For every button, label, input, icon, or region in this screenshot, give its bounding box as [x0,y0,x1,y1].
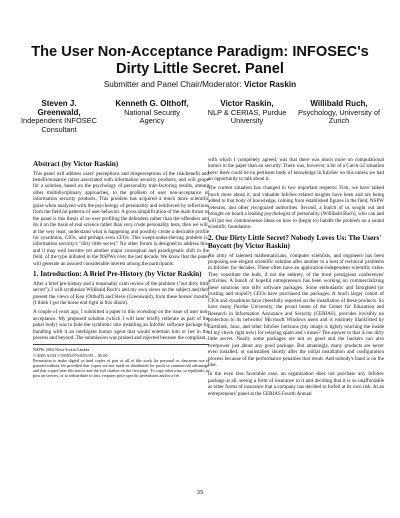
paper-subtitle [20,80,380,89]
section-1-paragraph: After a brief pre-history and a reasonably calm review of the problem ("our dirty little secret"), I will synthesize Willibald Ruch's and my own views on the subject and then present the views of Ken (Olthoff) and Steve (Greenwald), from these horses' mouths (I think I got the horse end right in this idiom). [33,280,209,307]
footnote-line: NSPW 2004 Nova Scotia Canada [33,347,90,353]
author-block [296,100,382,126]
abstract-text: This panel will address users' perceptions and misperceptions of the risk/benefit and benefit/nuisance ratios associated with information security products, and will grope for a solution, based on the psychology of personality trait-factoring results, among other multidisciplinary approaches, to the problem of user non-acceptance of information security products. This problem has acquired a much more scientific guise when analyzed with the psychology of personality and reinforced by reflections from the field on patterns of user behavior. A gross simplification of the main thrust of the panel is this thesis of no user profiling the defenders rather than the offenders and do it on the basis of real science rather than very crude personality tests, then we will, at the very least, understand what is happening and possibly create a desirable profile for sysadmins, CIOs, and perhaps even CFOs. This swept-under-the-rug problem is: information security's "dirty little secret." No other forum is designed to address this, and it may well become yet another major conceptual and paradigmatic shift in the field, of the type initiated in the NSPWs over the last decade. We know that the panel will generate an assured considerable interest among the participants. [33,170,209,267]
author-affiliation: Independent INFOSEC Consultant [20,116,97,134]
author-name: Steven J. Greenwald, [37,99,81,117]
footnote-line: © 2005 ACM 1-59593-076-0/05/09 ... $5.00 [33,352,108,358]
author-name: Willibald Ruch, [310,99,368,108]
title-block [20,44,380,89]
author-affiliation: National Security Agency [124,107,180,125]
subtitle-prefix: Submitter and Panel Chair/Moderator: [103,80,244,89]
body-paragraph: with which I completely agreed, was that there was much more on computational humor in the paper than on security. There was, however, a bit of a Catch-22 situation here: there could be no pertinent body of knowledge in InfoSec on this unless we had an opportunity to talk about it. [208,157,384,183]
body-paragraph: In the even less favorable case, an organization does not purchase any InfoSec package at all, seeing a form of insurance in it and deciding that it is so unaffordable as other forms of insurance that a company has decided to forfeit at its own risk. At an entrepreneurs' panel at the CERIAS Fourth Annual [208,371,384,397]
paper-title: The User Non-Acceptance Paradigm: INFOSEC's Dirty Little Secret. Panel [31,44,369,77]
author-affiliation: Psychology, University of Zurich [297,107,380,125]
author-name: Kenneth G. Olthoff, [115,99,189,108]
body-paragraph: The current situation has changed in two important respects: First, we have talked much more about it, and valuable InfoSec-related insights have been and are being added to that body of knowledge, coming from established figures in the field, NSPW veterans, and other recognized authorities. Second, a bunch of us sought out and brought on board a leading psychologist of personality (Willibald Ruch), who can and will put our commonsense ideas on how to (begin to) handle the problem on a sound scientific foundation. [208,185,384,231]
page-number: 35 [196,489,204,496]
section-2-heading: 2. Our Dirty Little Secret? Nobody Loves Us: The Users' Boycott (by Victor Raskin) [208,233,382,251]
right-column [208,157,384,517]
footnote-line: Permission to make digital or hard copies of part or all of this work for personal or classroom use is granted without fee provided that copies are not made or distributed for profit or commercial advantage and that copies bear this notice and the full citation on the first page. To copy otherwise, to republish, to post on servers, or to redistribute to lists, requires prior specific permission and/or a fee. [33,357,209,378]
author-block [200,100,294,126]
body-paragraph: An army of talented mathematicians, computer scientists, and engineers has been proposing one elegant scientific solution after another to a host of technical problems in InfoSec for decades. These often have an application-independent scientific value. They constitute the bulk, if not the entirety, of the most prestigious conferences' activities. A bunch of hopeful entrepreneurs has been working on commercializing these solutions into nifty software packages. Some enthusiastic and farsighted (or trusting and stupid?) CEOs have purchased the packages. A much larger cohort of CIOs and sysadmins have cheerfully reported on the installation of these products. So have many Purdue University, the proud home of the Center for Education and Research in Information Assurance and Security (CERIAS), provides invisibly no protection to its networks' Microsoft Windows users and is routinely blacklisted by Earthlink, Juno, and other InfoSec horizons (my image is lightly touching the inside of my check right now) for relaying spam and viruses? The answer to that is our dirty little secret. Nearly some packages are not so good and the hackers can also overpower just about any good package. But amazingly, many products are never even installed, or uninstalled shortly after the initial installation and configuration process because of the performance penalties that result. And nobody's hand is on the line. [208,252,384,369]
author-list [0,100,400,152]
section-1-heading: 1. Introduction: A Brief Pre-History (by Victor Raskin) [33,270,202,279]
author-name: Victor Raskin, [220,99,274,108]
abstract-heading: Abstract (by Victor Raskin) [33,160,119,168]
author-affiliation: NLP & CERIAS, Purdue University [207,107,287,125]
author-block [20,100,98,134]
subtitle-moderator-name: Victor Raskin [243,80,297,89]
author-block [112,100,192,126]
section-1-paragraph: A couple of years ago, I submitted a paper to this workshop on the issue of user non-acceptance. My proposed solution (which I will later briefly reiterate as part of the panel body) was to hide the symbiotic into installing an InfoSec software package by bundling with it an intelligent humor agent that would entertain him or her in the process and beyond. The submission was praised and rejected because the compliant, [33,309,209,342]
left-column [33,157,209,507]
copyright-footnote [33,344,209,378]
